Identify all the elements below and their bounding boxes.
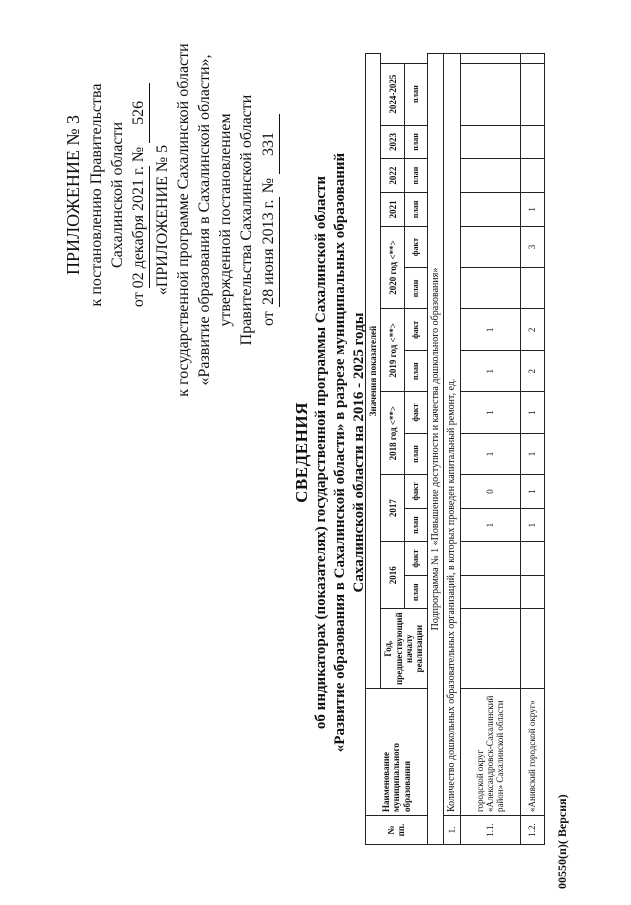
annex-num-sign: № (129, 146, 147, 163)
cell-value (520, 268, 544, 309)
cell-value: 1 (460, 508, 520, 541)
annex2-num-sign: № (259, 177, 277, 194)
plan-header: план (405, 508, 427, 541)
annex-region: Сахалинской области (108, 121, 126, 269)
annex2-line3: утвержденной постановлением (217, 113, 235, 327)
year-header: 2022 (381, 159, 405, 193)
cell-value (460, 54, 520, 64)
year-header: 2019 год <**> (381, 309, 405, 392)
cell-value: 1 (520, 392, 544, 434)
cell-value (460, 576, 520, 609)
indicator-row (444, 54, 461, 845)
row-num: 1.1. (460, 816, 520, 845)
year-header: 2024-2025 (381, 63, 405, 125)
indicator-num: 1. (444, 816, 461, 845)
annex2-date-line (258, 35, 280, 405)
cell-value: 2 (520, 309, 544, 351)
header-row-1 (366, 54, 381, 845)
annex2-line1: к государственной программе Сахалинской области (175, 43, 193, 397)
annex2-date: 28 июня 2013 г. (258, 197, 280, 307)
cell-value (460, 542, 520, 576)
cell-value: 3 (520, 226, 544, 268)
heading-line2: «Развитие образования в Сахалинской области» в разрезе муниципальных образований (331, 152, 348, 753)
cell-value (520, 542, 544, 576)
plan-header: план (405, 192, 427, 226)
row-num: 1.2. (520, 816, 544, 845)
cell-value: 1 (460, 351, 520, 392)
plan-header: план (405, 159, 427, 193)
cell-value: 1 (460, 433, 520, 474)
plan-header: план (405, 576, 427, 609)
fact-header: факт (405, 542, 427, 576)
fact-header: факт (405, 309, 427, 351)
row-name: городской округ «Александровск-Сахалинский район» Сахалинской области (460, 689, 520, 816)
annex2-from-word: от (259, 311, 277, 327)
cell-value (460, 159, 520, 193)
cell-value (460, 63, 520, 125)
annex-block (62, 45, 150, 345)
cell-value (460, 192, 520, 226)
annex2-title: «ПРИЛОЖЕНИЕ № 5 (154, 144, 171, 296)
indicator-title: Количество дошкольных образовательных организаций, в которых проведен капитальный ремонт, ед. (444, 54, 461, 816)
cell-value: 1 (520, 192, 544, 226)
plan-header: план (405, 351, 427, 392)
annex-date: 02 декабря 2021 г. (128, 166, 150, 288)
cell-value (460, 609, 520, 689)
cell-value (520, 609, 544, 689)
cell-value: 1 (520, 475, 544, 509)
cell-value (520, 63, 544, 125)
fact-header: факт (405, 475, 427, 509)
plan-header: план (405, 268, 427, 309)
subprogram-title: Подпрограмма № 1 «Повышение доступности и качества дошкольного образования» (427, 54, 444, 845)
cell-value (520, 54, 544, 64)
cell-value: 2 (520, 351, 544, 392)
cell-value: 1 (520, 508, 544, 541)
annex2-line4: Правительства Сахалинской области (238, 94, 256, 346)
heading-line3: Сахалинской области на 2016 - 2025 годы (350, 312, 367, 593)
annex-number: 526 (128, 83, 150, 143)
indicators-table (365, 53, 545, 845)
plan-header: план (405, 433, 427, 474)
cell-value (520, 125, 544, 159)
table-row (520, 54, 544, 845)
col-num-header: № пп. (366, 816, 428, 845)
col-prev-year-header: Год, предшествующий началу реализации (381, 609, 427, 689)
annex2-block (152, 35, 280, 405)
cell-value (460, 125, 520, 159)
cell-value: 1 (460, 309, 520, 351)
year-header: 2021 (381, 192, 405, 226)
annex-from-word: от (129, 292, 147, 308)
annex2-line2: «Развитие образования в Сахалинской области», (196, 54, 214, 386)
annex-title: ПРИЛОЖЕНИЕ № 3 (63, 114, 83, 276)
cell-value (520, 576, 544, 609)
cell-value: 1 (520, 433, 544, 474)
cell-value: 0 (460, 475, 520, 509)
year-header: 2018 год <**> (381, 392, 405, 475)
heading-block (292, 0, 368, 905)
heading-line1: об индикаторах (показателях) государственной программы Сахалинской области (313, 175, 329, 730)
col-values-header: Значения показателей (366, 54, 381, 689)
cell-value (460, 226, 520, 268)
fact-header: факт (405, 392, 427, 434)
annex-to-resolution: к постановлению Правительства (87, 83, 105, 307)
cell-value: 1 (460, 392, 520, 434)
footer-version: 00550(п)( Версия) (555, 794, 569, 889)
plan-header: план (405, 63, 427, 125)
annex-date-line (128, 45, 150, 345)
row-name: «Анивский городской округ» (520, 689, 544, 816)
plan-header: план (405, 125, 427, 159)
col-name-header: Наименование муниципального образования (366, 689, 428, 816)
table-row (460, 54, 520, 845)
subprogram-row (427, 54, 444, 845)
year-header: 2016 (381, 542, 405, 609)
year-header: 2023 (381, 125, 405, 159)
fact-header: факт (405, 226, 427, 268)
year-header: 2020 год <**> (381, 226, 405, 309)
year-header: 2017 (381, 475, 405, 542)
cell-value (520, 159, 544, 193)
cell-value (460, 268, 520, 309)
annex2-number: 331 (258, 114, 280, 174)
heading-title: СВЕДЕНИЯ (292, 402, 311, 503)
